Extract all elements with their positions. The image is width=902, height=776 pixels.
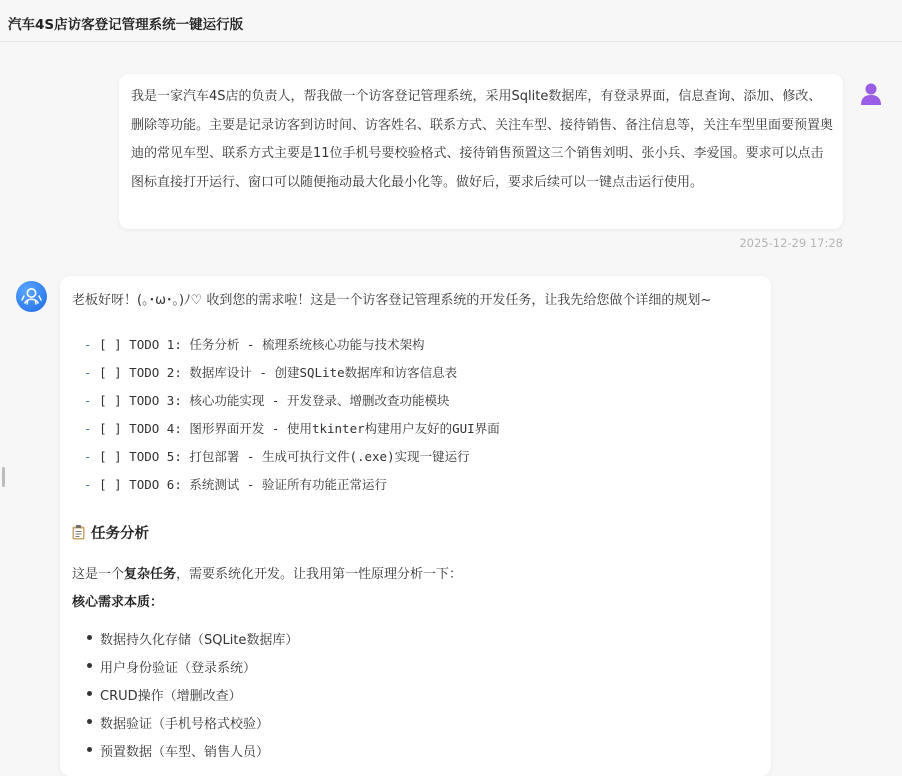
list-item: 用户身份验证（登录系统） xyxy=(100,657,256,676)
todo-checkbox: [ ] xyxy=(99,477,122,492)
todo-checkbox: [ ] xyxy=(99,393,122,408)
todo-text: TODO 6: 系统测试 - 验证所有功能正常运行 xyxy=(129,477,387,492)
list-item: 预置数据（车型、销售人员） xyxy=(100,741,269,760)
resize-handle[interactable] xyxy=(2,467,5,487)
intro-text: 这是一个 xyxy=(72,567,125,582)
assistant-message-bubble xyxy=(60,276,771,776)
todo-marker: - xyxy=(84,393,92,408)
clipboard-icon xyxy=(72,525,85,540)
todo-marker: - xyxy=(84,449,92,464)
intro-paragraph xyxy=(72,563,462,582)
assistant-logo-icon xyxy=(16,281,47,312)
list-item: 数据持久化存储（SQLite数据库） xyxy=(100,629,298,648)
todo-marker: - xyxy=(84,421,92,436)
todo-item xyxy=(84,475,387,493)
section-title: 任务分析 xyxy=(91,526,149,542)
todo-checkbox: [ ] xyxy=(99,337,122,352)
todo-item xyxy=(84,363,457,381)
message-timestamp: 2025-12-29 17:28 xyxy=(739,236,843,250)
user-message-bubble xyxy=(119,74,843,229)
todo-text: TODO 4: 图形界面开发 - 使用tkinter构建用户友好的GUI界面 xyxy=(129,421,500,436)
todo-marker: - xyxy=(84,365,92,380)
todo-checkbox: [ ] xyxy=(99,449,122,464)
todo-item xyxy=(84,447,470,465)
todo-checkbox: [ ] xyxy=(99,365,122,380)
assistant-greeting: 老板好呀！(｡･ω･｡)ﾉ♡ 收到您的需求啦！这是一个访客登记管理系统的开发任务，让我先给您做个详细的规划~ xyxy=(72,293,712,308)
todo-text: TODO 3: 核心功能实现 - 开发登录、增删改查功能模块 xyxy=(129,393,450,408)
core-heading xyxy=(72,591,163,610)
todo-marker: - xyxy=(84,337,92,352)
app-title: 汽车4S店访客登记管理系统一键运行版 xyxy=(8,17,244,33)
section-heading xyxy=(72,522,149,543)
todo-item xyxy=(84,391,449,409)
list-item: CRUD操作（增删改查） xyxy=(100,685,242,704)
intro-text-rest: ，需要系统化开发。让我用第一性原理分析一下： xyxy=(176,567,463,582)
user-icon[interactable] xyxy=(860,82,882,106)
todo-checkbox: [ ] xyxy=(99,421,122,436)
todo-text: TODO 2: 数据库设计 - 创建SQLite数据库和访客信息表 xyxy=(129,365,458,380)
todo-item xyxy=(84,419,500,437)
core-heading-text: 核心需求本质： xyxy=(72,595,164,610)
title-bar xyxy=(0,0,902,42)
todo-text: TODO 1: 任务分析 - 梳理系统核心功能与技术架构 xyxy=(129,337,425,352)
user-message-text: 我是一家汽车4S店的负责人，帮我做一个访客登记管理系统，采用Sqlite数据库，有登录界面，信息查询、添加、修改、删除等功能。主要是记录访客到访时间、访客姓名、联系方式、关注车型、接待销售、备注信息等，关注车型里面要预置奥迪的常见车型、联系方式主要是11位手机号要校验格式、接待销售预置这三个销售刘明、张小兵、李爱国。要求可以点击图标直接打开运行、窗口可以随便拖动最大化最小化等。做好后，要求后续可以一键点击运行使用。 xyxy=(131,89,834,190)
list-item: 数据验证（手机号格式校验） xyxy=(100,713,269,732)
intro-bold-text: 复杂任务 xyxy=(124,567,177,582)
todo-text: TODO 5: 打包部署 - 生成可执行文件(.exe)实现一键运行 xyxy=(129,449,470,464)
todo-item xyxy=(84,335,424,353)
todo-marker: - xyxy=(84,477,92,492)
